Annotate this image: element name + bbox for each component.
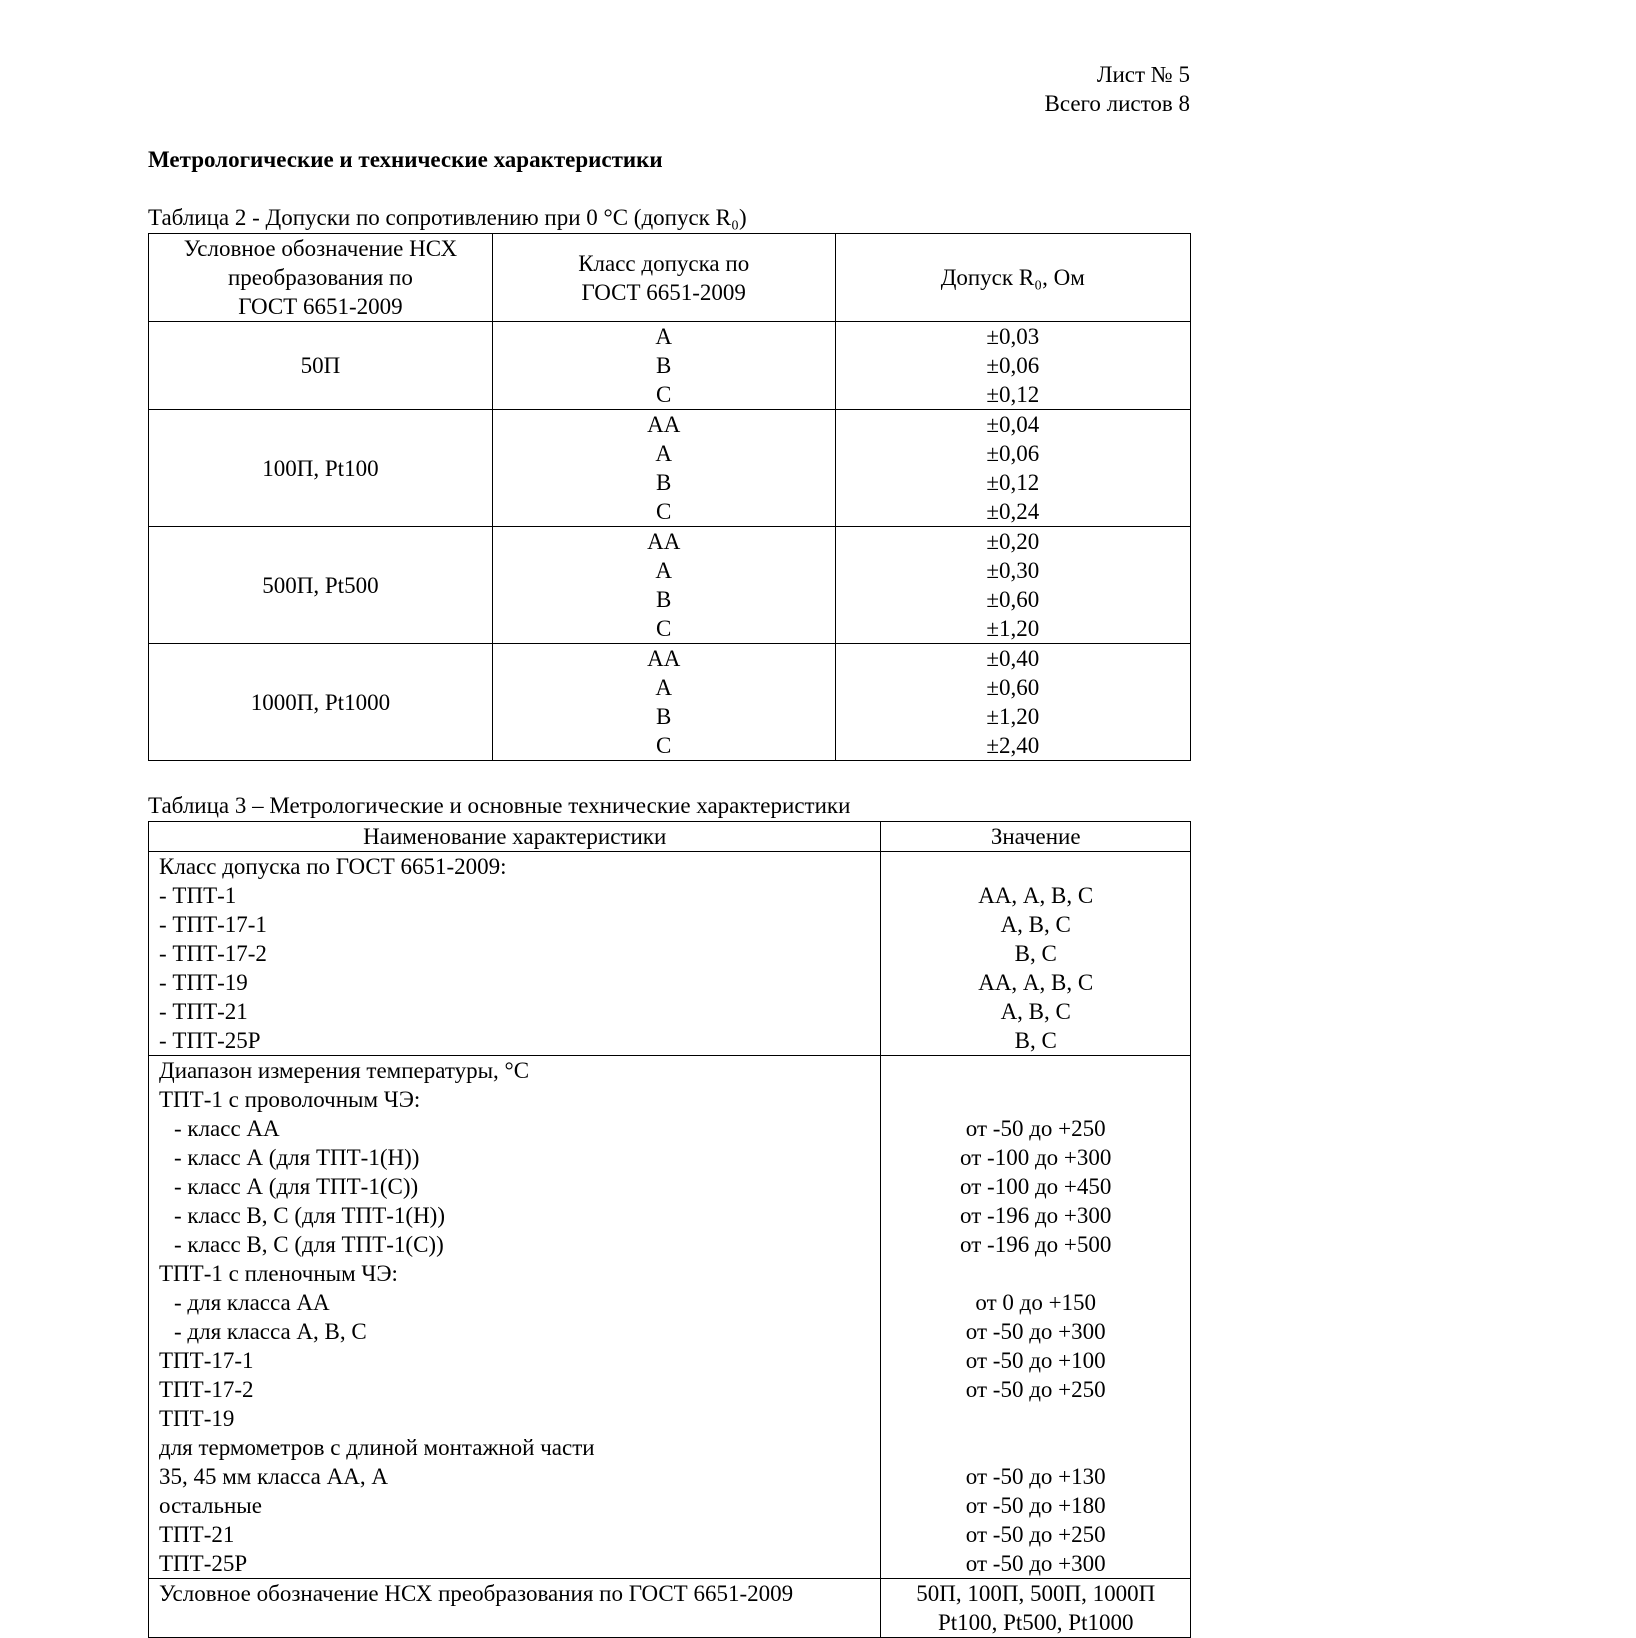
characteristic-value: А, В, С [1000,999,1071,1024]
characteristic-name: - ТПТ-21 [159,999,248,1024]
class-value: С [656,499,672,524]
class-value: А [655,675,672,700]
tolerance-value: ±0,30 [986,558,1040,583]
characteristic-value: от -50 до +100 [965,1348,1106,1373]
characteristic-value [881,1259,1190,1288]
characteristic-name: остальные [159,1493,262,1518]
class-cell [492,410,835,527]
class-value: АА [647,529,681,554]
characteristic-value [881,852,1190,881]
tolerance-value: ±0,60 [986,587,1040,612]
class-cell [492,322,835,410]
characteristic-value: от -100 до +300 [960,1145,1112,1170]
tolerance-value: ±0,06 [986,353,1040,378]
sheet-info [1044,60,1190,118]
characteristic-name: - для класса АА [174,1290,330,1315]
class-value: А [655,324,672,349]
characteristic-name: ТПТ-17-1 [159,1348,254,1373]
sheet-total: Всего листов 8 [1044,91,1190,116]
characteristic-value-cell [881,1579,1191,1638]
tolerance-cell [835,644,1190,761]
characteristic-name: - ТПТ-17-2 [159,941,267,966]
characteristic-value: Pt100, Pt500, Pt1000 [937,1610,1134,1635]
table-row [149,527,1191,644]
tolerance-cell [835,527,1190,644]
characteristic-value: от -196 до +500 [960,1232,1112,1257]
sheet-number: Лист № 5 [1096,62,1190,87]
characteristic-value: от -50 до +180 [965,1493,1106,1518]
table-row [149,1056,1191,1579]
table-row [149,1579,1191,1638]
tolerance-value: ±1,20 [986,616,1040,641]
tolerance-value: ±0,06 [986,441,1040,466]
characteristic-name: - класс А (для ТПТ-1(Н)) [174,1145,420,1170]
characteristic-name: ТПТ-19 [159,1406,235,1431]
characteristic-value: от -50 до +250 [965,1522,1106,1547]
characteristic-name: - класс А (для ТПТ-1(С)) [174,1174,419,1199]
characteristic-name: - ТПТ-1 [159,883,237,908]
class-value: В [656,704,672,729]
header-tolerance: Допуск R₀, Ом [835,234,1190,322]
table-row [149,852,1191,1056]
characteristics-table [148,821,1191,1638]
characteristic-value: В, С [1014,941,1057,966]
class-value: АА [647,646,681,671]
characteristic-name: Класс допуска по ГОСТ 6651-2009: [159,854,507,879]
class-cell [492,644,835,761]
characteristic-name: Условное обозначение НСХ преобразования по ГОСТ 6651-2009 [159,1581,794,1606]
designation-cell: 1000П, Pt1000 [149,644,493,761]
characteristic-name: - для класса А, В, С [174,1319,367,1344]
characteristic-name: - класс В, С (для ТПТ-1(С)) [174,1232,444,1257]
characteristic-value: 50П, 100П, 500П, 1000П [916,1581,1156,1606]
designation-cell: 50П [149,322,493,410]
tolerance-table [148,233,1191,761]
characteristic-name-cell [149,1579,881,1638]
characteristic-value-cell [881,852,1191,1056]
characteristic-name: - класс АА [174,1116,280,1141]
characteristic-name: ТПТ-21 [159,1522,235,1547]
tolerance-value: ±2,40 [986,733,1040,758]
characteristic-value: от -50 до +250 [965,1377,1106,1402]
header-name: Наименование характеристики [149,822,881,852]
characteristic-name-cell [149,1056,881,1579]
tolerance-cell [835,410,1190,527]
table-header-row [149,234,1191,322]
characteristic-value [881,1085,1190,1114]
designation-cell: 500П, Pt500 [149,527,493,644]
class-value: А [655,558,672,583]
characteristic-value: В, С [1014,1028,1057,1053]
header-class: Класс допуска по ГОСТ 6651-2009 [492,234,835,322]
class-value: АА [647,412,681,437]
table-row [149,322,1191,410]
class-value: В [656,470,672,495]
characteristic-value: от -196 до +300 [960,1203,1112,1228]
characteristic-name: ТПТ-1 с проволочным ЧЭ: [159,1087,421,1112]
tolerance-value: ±0,24 [986,499,1040,524]
class-value: В [656,353,672,378]
designation-cell: 100П, Pt100 [149,410,493,527]
class-value: С [656,382,672,407]
characteristic-name: ТПТ-17-2 [159,1377,254,1402]
characteristic-value: от -50 до +300 [965,1319,1106,1344]
characteristic-value: от -50 до +130 [965,1464,1106,1489]
characteristic-value: от 0 до +150 [975,1290,1097,1315]
characteristic-value: от -50 до +300 [965,1551,1106,1576]
tolerance-cell [835,322,1190,410]
tolerance-value: ±0,03 [986,324,1040,349]
table2-caption: Таблица 2 - Допуски по сопротивлению при 0 °С (допуск R₀) [148,205,747,230]
characteristic-value: от -50 до +250 [965,1116,1106,1141]
characteristic-value [881,1056,1190,1085]
characteristic-name: ТПТ-1 с пленочным ЧЭ: [159,1261,398,1286]
characteristic-name: - ТПТ-19 [159,970,248,995]
characteristic-name: - класс В, С (для ТПТ-1(Н)) [174,1203,445,1228]
table3-caption: Таблица 3 – Метрологические и основные технические характеристики [148,793,851,818]
characteristic-value: А, В, С [1000,912,1071,937]
header-value: Значение [881,822,1191,852]
tolerance-value: ±0,60 [986,675,1040,700]
tolerance-value: ±0,12 [986,382,1040,407]
tolerance-value: ±0,04 [986,412,1040,437]
class-value: В [656,587,672,612]
section-title: Метрологические и технические характеристики [148,147,663,172]
characteristic-value-cell [881,1056,1191,1579]
characteristic-name-cell [149,852,881,1056]
tolerance-value: ±0,20 [986,529,1040,554]
class-value: А [655,441,672,466]
tolerance-value: ±1,20 [986,704,1040,729]
class-value: С [656,616,672,641]
table-row [149,644,1191,761]
characteristic-name: 35, 45 мм класса АА, А [159,1464,388,1489]
table-row [149,410,1191,527]
characteristic-name: - ТПТ-25Р [159,1028,261,1053]
characteristic-name: для термометров с длиной монтажной части [159,1435,595,1460]
characteristic-value: от -100 до +450 [960,1174,1112,1199]
characteristic-value [881,1433,1190,1462]
characteristic-value [881,1404,1190,1433]
characteristic-value: АА, А, В, С [978,970,1094,995]
characteristic-name: Диапазон измерения температуры, °С [159,1058,530,1083]
table-header-row [149,822,1191,852]
tolerance-value: ±0,12 [986,470,1040,495]
characteristic-value: АА, А, В, С [978,883,1094,908]
tolerance-value: ±0,40 [986,646,1040,671]
class-value: С [656,733,672,758]
class-cell [492,527,835,644]
header-designation: Условное обозначение НСХ преобразования по ГОСТ 6651-2009 [149,234,493,322]
characteristic-name: ТПТ-25Р [159,1551,248,1576]
characteristic-name: - ТПТ-17-1 [159,912,267,937]
